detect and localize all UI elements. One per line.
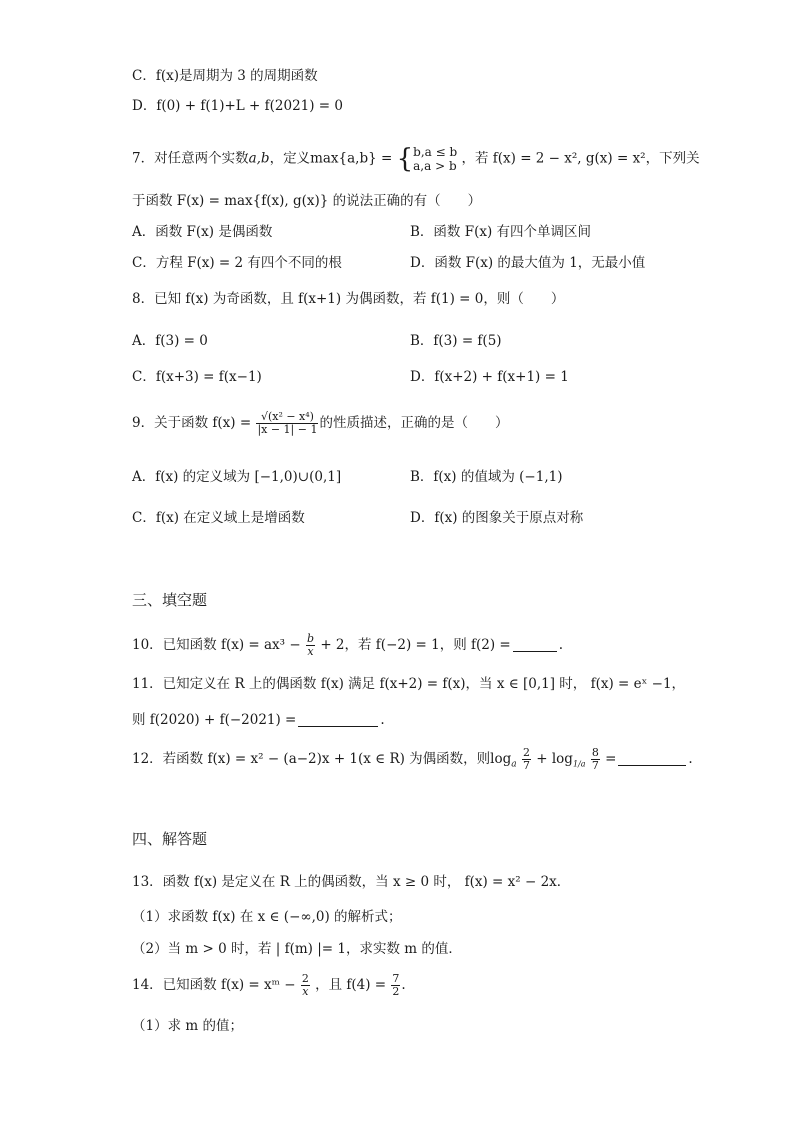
q14-stem-prefix: 14．已知函数 f(x) = xᵐ − [132, 977, 296, 993]
q12-frac2-den: 7 [591, 759, 599, 772]
q7-stem-part3: ，若 f(x) = 2 − x², g(x) = x²，下列关 [461, 150, 700, 167]
q12-eq: = [605, 751, 617, 767]
q9-option-a: A．f(x) 的定义域为 [−1,0)∪(0,1] [132, 469, 342, 485]
q14-fraction1 [301, 973, 310, 998]
q9-stem-prefix: 9．关于函数 f(x) = [132, 415, 252, 431]
q9-option-b: B．f(x) 的值域为 (−1,1) [410, 469, 563, 485]
q7-case1: b,a ≤ b [413, 145, 458, 159]
q7-option-c: C．方程 F(x) = 2 有四个不同的根 [132, 255, 342, 271]
q11-line1: 11．已知定义在 R 上的偶函数 f(x) 满足 f(x+2) = f(x)，当 x ∈ [0,1] 时， f(x) = eˣ −1， [132, 676, 686, 692]
q14-stem-mid: ，且 f(4) = [315, 977, 387, 993]
q7-stem-line2: 于函数 F(x) = max{f(x), g(x)} 的说法正确的有（ ） [132, 193, 482, 209]
q6-option-c: C．f(x)是周期为 3 的周期函数 [132, 68, 318, 84]
q12-stem-prefix: 12．若函数 f(x) = x² − (a−2)x + 1(x ∈ R) 为偶函数，则log [132, 751, 512, 767]
q8-stem: 8．已知 f(x) 为奇函数，且 f(x+1) 为偶函数，若 f(1) = 0，则（ ） [132, 291, 565, 307]
q12-frac1-den: 7 [522, 759, 530, 772]
q14-fraction2 [391, 973, 400, 998]
section-heading-solve: 四、解答题 [132, 830, 208, 848]
q14-stem [132, 972, 406, 998]
q10-stem-suffix: + 2，若 f(−2) = 1，则 f(2) = [320, 637, 511, 653]
q13-stem: 13．函数 f(x) 是定义在 R 上的偶函数，当 x ≥ 0 时， f(x) = x² − 2x． [132, 874, 571, 890]
q10-stem-prefix: 10．已知函数 f(x) = ax³ − [132, 637, 301, 653]
q10-end: . [558, 637, 564, 653]
q7-case2: a,a > b [413, 159, 457, 173]
q12-answer-blank[interactable] [618, 751, 686, 766]
q12-fraction2 [591, 747, 600, 772]
q14-end: . [401, 977, 406, 993]
q6-option-d: D．f(0) + f(1)+L + f(2021) = 0 [132, 98, 343, 114]
q9-frac-den: |x − 1| − 1 [257, 423, 318, 436]
q9-option-c: C．f(x) 在定义域上是增函数 [132, 510, 305, 526]
q8-option-b: B．f(3) = f(5) [410, 333, 502, 349]
q14-frac1-den: x [302, 985, 309, 998]
q12-plus-log: + log [536, 751, 573, 767]
section-heading-fill-in: 三、填空题 [132, 591, 208, 609]
q11-line2-prefix: 则 f(2020) + f(−2021) = [132, 712, 297, 728]
q7-stem-part2: ，定义max{a,b} = [269, 150, 393, 167]
q9-stem [132, 410, 508, 436]
q10-frac-num: b [306, 632, 315, 645]
q13-part1: （1）求函数 f(x) 在 x ∈ (−∞,0) 的解析式； [132, 909, 402, 925]
q11-end: . [380, 712, 385, 728]
q12-fraction1 [522, 747, 531, 772]
q8-option-d: D．f(x+2) + f(x+1) = 1 [410, 369, 569, 385]
q7-piecewise: { b,a ≤ b a,a > b [396, 144, 458, 174]
q10-frac-den: x [307, 645, 314, 658]
q9-option-d: D．f(x) 的图象关于原点对称 [410, 510, 584, 526]
q7-stem-vars: a,b [248, 150, 270, 167]
q7-option-d: D．函数 F(x) 的最大值为 1，无最小值 [410, 255, 646, 271]
q11-answer-blank[interactable] [298, 712, 378, 727]
q12-stem [132, 746, 693, 778]
q11-line2 [132, 710, 385, 730]
q10-answer-blank[interactable] [513, 637, 557, 652]
q8-option-a: A．f(3) = 0 [132, 333, 208, 349]
q14-frac2-num: 7 [392, 972, 400, 985]
q7-stem [132, 144, 700, 174]
q12-frac2-num: 8 [591, 746, 599, 759]
q13-part2: （2）当 m > 0 时，若 | f(m) |= 1，求实数 m 的值． [132, 941, 462, 957]
q7-option-b: B．函数 F(x) 有四个单调区间 [410, 224, 592, 240]
q9-fraction [256, 411, 318, 436]
q12-log-base1: a [511, 759, 517, 770]
q7-option-a: A．函数 F(x) 是偶函数 [132, 224, 273, 240]
q14-part1: （1）求 m 的值； [132, 1018, 243, 1034]
q12-frac1-num: 2 [522, 746, 530, 759]
q12-log-base2: 1/a [572, 759, 586, 769]
q12-end: . [688, 751, 693, 767]
q10-fraction [306, 633, 315, 658]
q10-stem [132, 632, 563, 658]
q7-stem-part1: 7．对任意两个实数 [132, 150, 249, 167]
q9-stem-suffix: 的性质描述，正确的是（ ） [319, 415, 509, 431]
q9-frac-num: √(x² − x⁴) [256, 411, 318, 424]
q14-frac2-den: 2 [392, 985, 400, 998]
q14-frac1-num: 2 [301, 972, 309, 985]
q8-option-c: C．f(x+3) = f(x−1) [132, 369, 262, 385]
